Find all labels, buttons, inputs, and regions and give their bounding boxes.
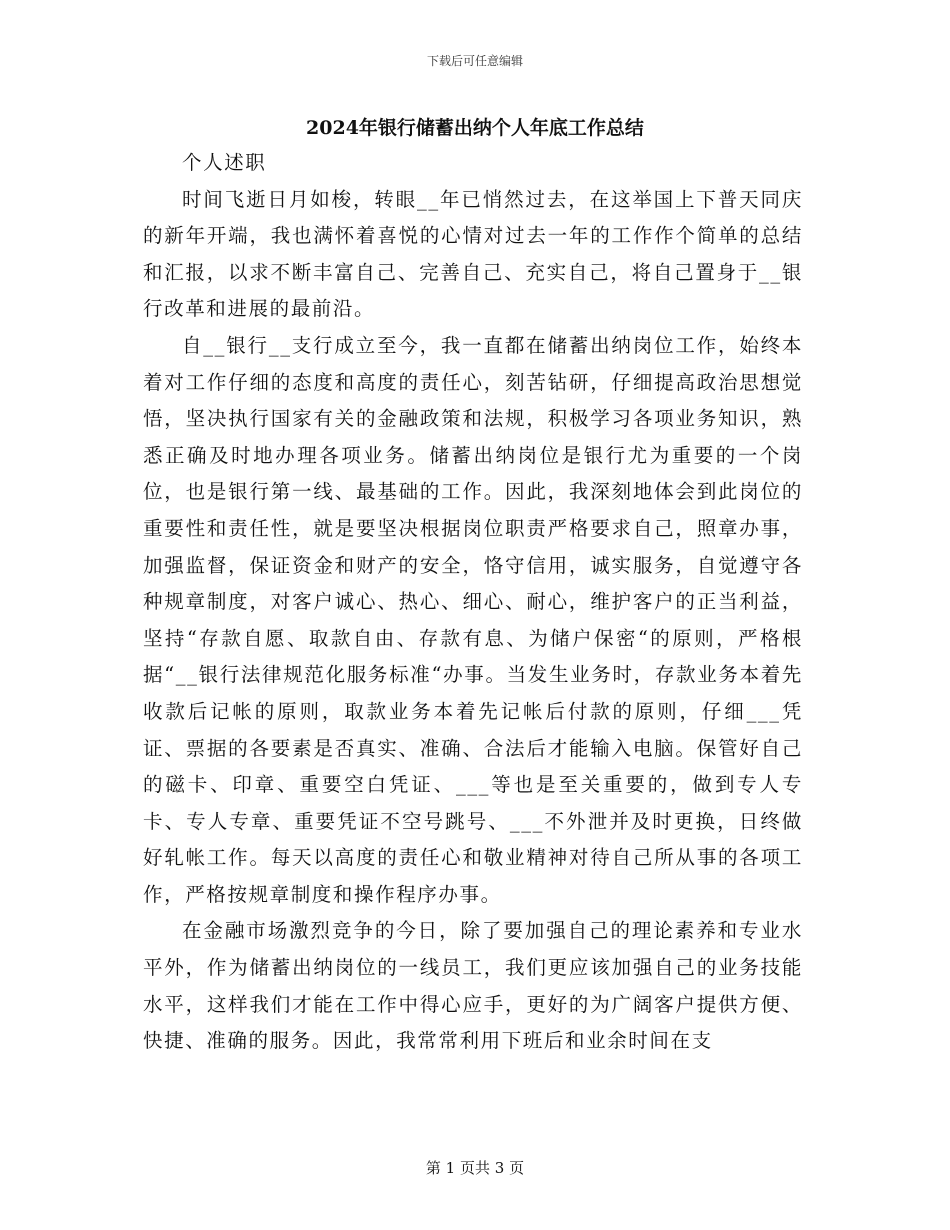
section-heading: 个人述职 bbox=[182, 151, 267, 174]
page-header: 下载后可任意编辑 bbox=[426, 54, 523, 68]
body-paragraph: 时间飞逝日月如梭，转眼__年已悄然过去，在这举国上下普天同庆的新年开端，我也满怀着喜悦的心情对过去一年的工作作个简单的总结和汇报，以求不断丰富自己、完善自己、充实自己，将自己置身于__银行改革和进展的最前沿。 bbox=[143, 187, 803, 321]
document-body bbox=[143, 145, 803, 1060]
body-paragraph: 自__银行__支行成立至今，我一直都在储蓄出纳岗位工作，始终本着对工作仔细的态度和高度的责任心，刻苦钻研，仔细提高政治思想觉悟，坚决执行国家有关的金融政策和法规，积极学习各项业务知识，熟悉正确及时地办理各项业务。储蓄出纳岗位是银行尤为重要的一个岗位，也是银行第一线、最基础的工作。因此，我深刻地体会到此岗位的重要性和责任性，就是要坚决根据岗位职责严格要求自己，照章办事，加强监督，保证资金和财产的安全，恪守信用，诚实服务，自觉遵守各种规章制度，对客户诚心、热心、细心、耐心，维护客户的正当利益，坚持“存款自愿、取款自由、存款有息、为储户保密“的原则，严格根据“__银行法律规范化服务标准“办事。当发生业务时，存款业务本着先收款后记帐的原则，取款业务本着先记帐后付款的原则，仔细___凭证、票据的各要素是否真实、准确、合法后才能输入电脑。保管好自己的磁卡、印章、重要空白凭证、___等也是至关重要的，做到专人专卡、专人专章、重要凭证不空号跳号、___不外泄并及时更换，日终做好轧帐工作。每天以高度的责任心和敬业精神对待自己所从事的各项工作，严格按规章制度和操作程序办事。 bbox=[143, 333, 803, 906]
body-paragraph: 在金融市场激烈竞争的今日，除了要加强自己的理论素养和专业水平外，作为储蓄出纳岗位的一线员工，我们更应该加强自己的业务技能水平，这样我们才能在工作中得心应手，更好的为广阔客户提供方便、快捷、准确的服务。因此，我常常利用下班后和业余时间在支 bbox=[143, 919, 803, 1053]
page-number: 第 1 页共 3 页 bbox=[425, 1159, 525, 1177]
document-title: 2024年银行储蓄出纳个人年底工作总结 bbox=[306, 117, 644, 139]
